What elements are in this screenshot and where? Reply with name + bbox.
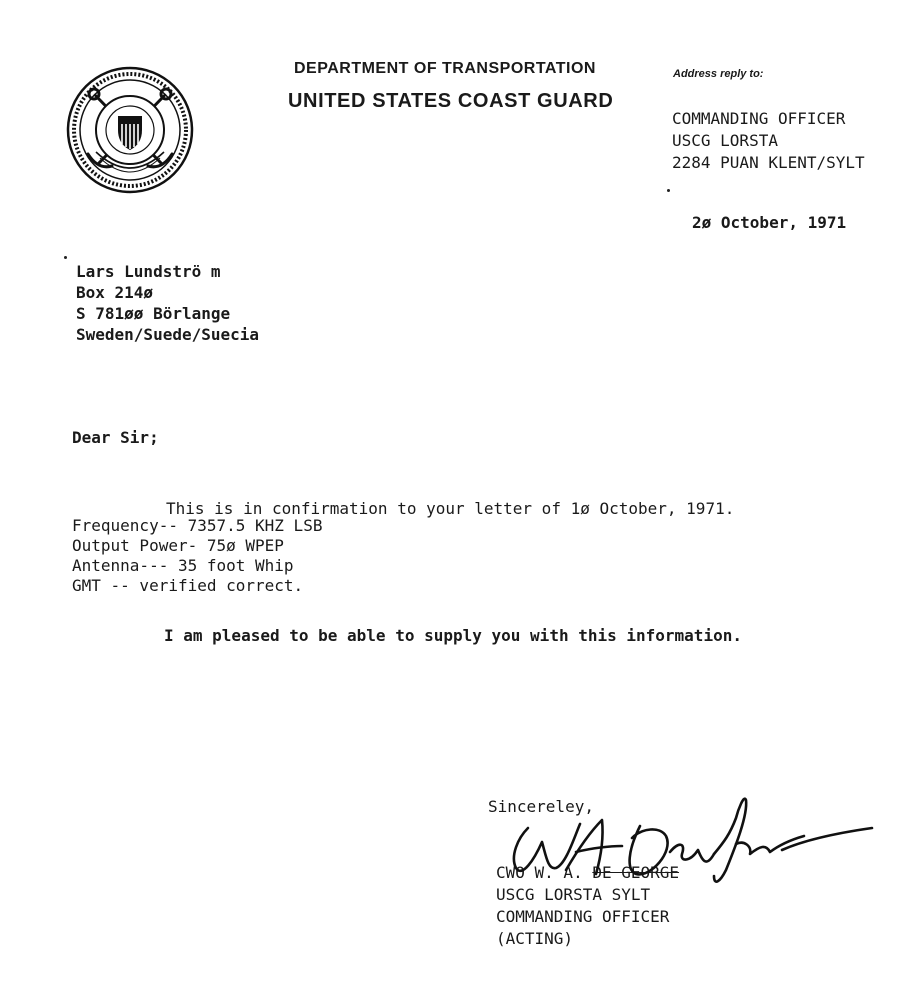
reply-to-address <box>672 108 868 174</box>
spec-line: Antenna--- 35 foot Whip <box>72 556 294 575</box>
recipient-line: S 781øø Börlange <box>76 304 231 323</box>
typewriter-dot <box>64 256 67 259</box>
closing: Sincereley, <box>488 797 594 816</box>
handwritten-signature <box>500 790 875 890</box>
reply-to-label: Address reply to: <box>673 68 764 80</box>
signatory-line: (ACTING) <box>496 929 574 948</box>
transmitter-specs <box>72 516 322 596</box>
department-heading: DEPARTMENT OF TRANSPORTATION <box>294 60 596 77</box>
typewriter-dot <box>667 189 670 192</box>
recipient-address <box>76 261 259 345</box>
recipient-line: Sweden/Suede/Suecia <box>76 325 260 344</box>
signatory-surname: DE GEORGE <box>592 863 680 882</box>
reply-to-line: USCG LORSTA <box>672 131 778 150</box>
reply-to-line: COMMANDING OFFICER <box>672 109 846 128</box>
signatory-line: COMMANDING OFFICER <box>496 907 670 926</box>
signatory-line: USCG LORSTA SYLT <box>496 885 651 904</box>
spec-line: GMT -- verified correct. <box>72 576 304 595</box>
salutation: Dear Sir; <box>72 428 159 447</box>
recipient-line: Box 214ø <box>76 283 154 302</box>
letter-date: 2ø October, 1971 <box>692 213 847 232</box>
coast-guard-seal-icon <box>66 66 194 194</box>
signatory-name-prefix: CWO W. A. <box>496 863 593 882</box>
agency-heading: UNITED STATES COAST GUARD <box>288 90 614 112</box>
recipient-line: Lars Lundströ m <box>76 262 221 281</box>
spec-line: Frequency-- 7357.5 KHZ LSB <box>72 516 323 535</box>
reply-to-line: 2284 PUAN KLENT/SYLT <box>672 153 865 172</box>
body-second-paragraph: I am pleased to be able to supply you with this information. <box>164 626 742 645</box>
spec-line: Output Power- 75ø WPEP <box>72 536 284 555</box>
body-first-line: This is in confirmation to your letter of 1ø October, 1971. <box>166 499 735 518</box>
